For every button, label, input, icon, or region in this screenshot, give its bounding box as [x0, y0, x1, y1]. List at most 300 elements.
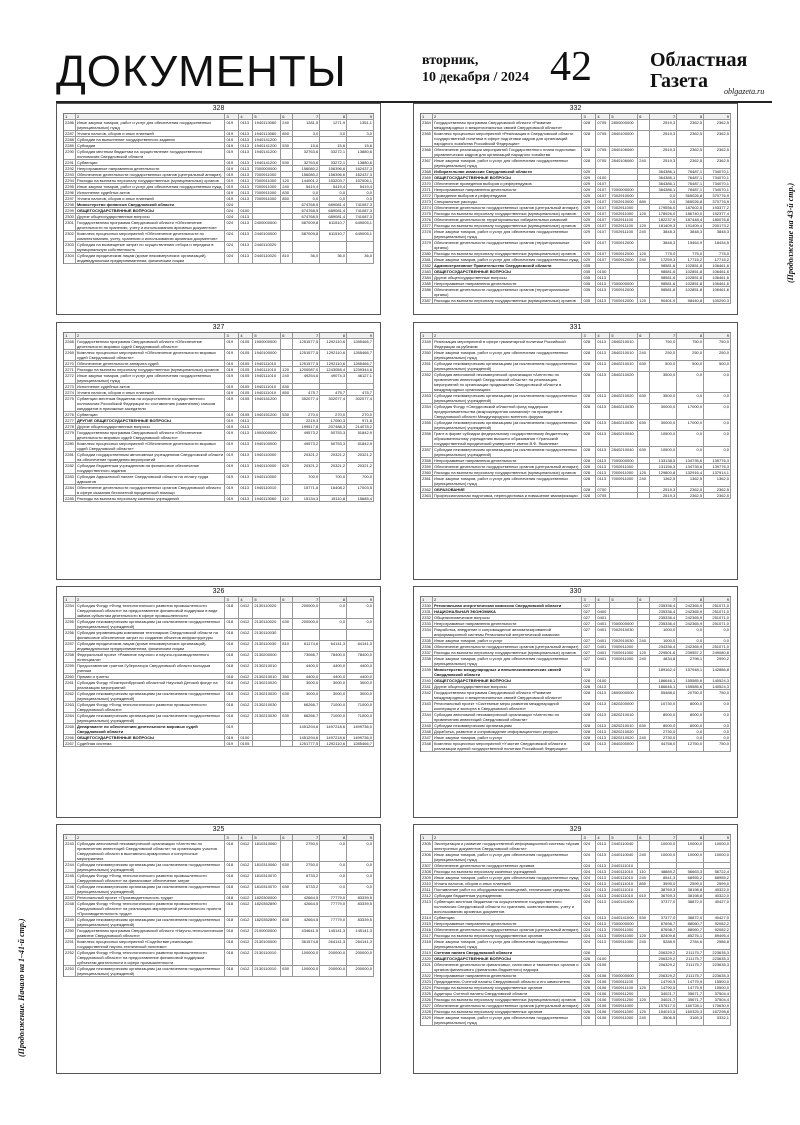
table-cell: 630: [281, 917, 293, 927]
table-cell: 15500,0: [704, 979, 731, 984]
table-cell: 102851,8: [677, 275, 704, 280]
table-cell: 200000,0: [347, 966, 374, 976]
table-cell: 154010,5: [650, 1009, 677, 1014]
table-cell: Другие общегосударственные вопросы: [433, 275, 582, 280]
page-number-label: 331: [569, 324, 582, 331]
table-cell: Грант в форме субсидии федеральному государственному бюджетному образовательному учреждению высшего образования «Уральский государственный юридический университет имени В.Ф. Яковлева»: [433, 431, 582, 446]
table-cell: 2820210010: [610, 723, 638, 728]
table-cell: 2312: [421, 893, 433, 898]
table-cell: 1499736,0: [347, 735, 374, 740]
table-cell: 028: [582, 158, 596, 168]
table-cell: Обеспечение деятельности территориальных избирательных комиссий: [433, 217, 582, 222]
table-cell: Субвенции: [433, 915, 582, 920]
table-cell: 2360: [421, 470, 433, 475]
table-cell: 2334: [421, 627, 433, 637]
table-cell: 0106: [596, 991, 610, 996]
table-cell: 2291: [64, 160, 76, 165]
table-cell: 2: [76, 597, 225, 602]
table-cell: Субсидия на возмещение затрат по осуществлению отбора и передачи в муниципальную собственность: [76, 242, 225, 252]
table-cell: 2324: [421, 985, 433, 990]
table-cell: 240: [281, 373, 293, 383]
table-cell: 106461,6: [704, 275, 731, 280]
table-cell: [596, 667, 610, 677]
table-cell: 32763,6: [293, 149, 320, 159]
table-cell: 028: [582, 684, 596, 689]
table-cell: 8000,0: [677, 723, 704, 728]
table-cell: 1820300000: [253, 895, 281, 900]
table-cell: 028: [582, 464, 596, 469]
table-cell: 0,0: [677, 729, 704, 734]
table-cell: 611510,7: [320, 220, 347, 230]
table-cell: 33272,1: [320, 160, 347, 165]
table-cell: 145141,3: [347, 928, 374, 938]
table-cell: 1251577,5: [293, 339, 320, 349]
table-cell: 4: [596, 114, 610, 119]
table-cell: [610, 175, 638, 180]
table-cell: 192377,4: [704, 211, 731, 216]
table-cell: 0412: [239, 652, 253, 662]
table-cell: 734070,1: [704, 169, 731, 174]
table-cell: [281, 172, 293, 177]
table-cell: 302077,4: [320, 396, 347, 411]
table-cell: 7: [650, 597, 677, 602]
table-cell: 133138,5: [650, 458, 677, 463]
table-cell: 2130210010: [253, 674, 281, 679]
table-row: [421, 841, 731, 852]
table-cell: 0113: [596, 420, 610, 430]
table-cell: 019: [225, 390, 239, 395]
table-cell: 4400,0: [320, 663, 347, 673]
table-cell: 0,0: [677, 431, 704, 446]
table-cell: 2130110020: [253, 619, 281, 629]
table-cell: 0,0: [650, 199, 677, 204]
table-cell: Субсидии бюджетным учреждениям на финансовое обеспечение государственного задания: [76, 463, 225, 473]
table-cell: 0401: [596, 650, 610, 655]
table-cell: 1499736,0: [347, 724, 374, 734]
table-cell: 2362,5: [704, 487, 731, 492]
table-cell: 0106: [596, 1009, 610, 1014]
table-cell: 76487,1: [677, 175, 704, 180]
table-cell: 15771,6: [293, 485, 320, 495]
table-cell: 028: [582, 476, 596, 486]
table-cell: 0,0: [347, 841, 374, 861]
table-cell: [293, 242, 320, 252]
table-cell: 2784,6: [677, 939, 704, 949]
table-cell: Расходы на выплаты персоналу государственных (муниципальных) органов: [433, 251, 582, 256]
table-cell: 1497218,6: [320, 724, 347, 734]
table-cell: 34021,7: [650, 991, 677, 996]
table-cell: 36,0: [320, 253, 347, 263]
table-cell: 249080,8: [704, 650, 731, 655]
table-cell: 2321: [421, 962, 433, 972]
table-cell: 1: [421, 597, 433, 602]
table-row: [64, 873, 374, 884]
table-cell: 2362,5: [704, 493, 731, 498]
table-cell: 024: [582, 915, 596, 920]
table-cell: 018: [225, 702, 239, 712]
table-cell: 027: [582, 621, 596, 626]
table-cell: [281, 901, 293, 916]
table-cell: 0105: [239, 390, 253, 395]
table-cell: 028: [582, 361, 596, 371]
table-cell: 019: [225, 373, 239, 383]
table-cell: [347, 630, 374, 640]
table-cell: 9: [704, 333, 731, 338]
table-cell: 370776,9: [704, 193, 731, 198]
table-cell: 235336,4: [650, 603, 677, 608]
table-cell: 235336,4: [650, 621, 677, 626]
table-cell: 1: [421, 835, 433, 840]
table-row: [64, 452, 374, 463]
table-cell: 0401: [596, 644, 610, 649]
table-cell: 200000,0: [320, 966, 347, 976]
table-cell: 6: [281, 333, 293, 338]
table-cell: 4400,0: [293, 663, 320, 673]
table-cell: 3000,0: [347, 680, 374, 690]
table-cell: 87698,7: [650, 927, 677, 932]
table-cell: 364386,1: [650, 187, 677, 192]
table-cell: 2245: [64, 873, 76, 883]
table-cell: [281, 452, 293, 462]
table-cell: 2340: [421, 678, 433, 683]
table-cell: 630: [281, 619, 293, 629]
table-cell: 0113: [596, 712, 610, 722]
table-cell: Субсидии некоммерческим организациям (за исключением государственных (муниципальных) учреждений): [76, 691, 225, 701]
table-cell: Расходы на выплаты персоналу государственных органов: [433, 985, 582, 990]
table-cell: [281, 149, 293, 159]
table-cell: 170630,9: [704, 1003, 731, 1008]
table-cell: 0107: [596, 251, 610, 256]
table-cell: 5419,4: [320, 184, 347, 189]
table-cell: 83339,5: [347, 895, 374, 900]
table-cell: 73066,7: [293, 652, 320, 662]
table-cell: Уплата налогов, сборов и иных платежей: [76, 131, 225, 136]
table-cell: 2362,5: [677, 493, 704, 498]
table-cell: 1940110000: [253, 463, 281, 473]
table-cell: 187602,5: [677, 205, 704, 210]
table-cell: 0400: [596, 609, 610, 614]
table-cell: 035: [582, 275, 596, 280]
table-cell: 0,0: [320, 196, 347, 201]
table-cell: 17259,3: [650, 257, 677, 262]
table-cell: [320, 630, 347, 640]
table-cell: 0105: [239, 339, 253, 349]
table-cell: 2339: [421, 667, 433, 677]
table-row: [421, 229, 731, 240]
table-cell: [281, 702, 293, 712]
table-cell: 5: [253, 597, 281, 602]
table-cell: [347, 384, 374, 389]
table-cell: 98581,6: [650, 263, 677, 268]
table-cell: 2264: [64, 713, 76, 723]
table-cell: 4400,0: [347, 674, 374, 679]
table-cell: 2277: [64, 418, 76, 423]
table-cell: 0113: [239, 253, 253, 263]
table-cell: 157006,1: [347, 178, 374, 183]
table-cell: 2323: [421, 979, 433, 984]
table-cell: Обеспечение деятельности государственных органов (центральный аппарат): [433, 644, 582, 649]
table-cell: 20321,2: [293, 452, 320, 462]
table-cell: 364386,1: [650, 175, 677, 180]
table-cell: 2519,3: [650, 493, 677, 498]
table-cell: 2375: [421, 211, 433, 216]
table-cell: 024: [225, 253, 239, 263]
table-cell: 15110,8: [320, 496, 347, 501]
table-cell: [253, 735, 281, 740]
table-cell: 027: [582, 627, 596, 637]
table-cell: 035: [582, 263, 596, 268]
table-cell: 0113: [239, 474, 253, 484]
table-cell: 3848,3: [677, 229, 704, 239]
table-cell: 8: [677, 114, 704, 119]
table-cell: 20321,2: [293, 463, 320, 473]
table-cell: 2295: [64, 184, 76, 189]
table-cell: 2: [433, 114, 582, 119]
table-cell: 500,0: [650, 361, 677, 371]
table-cell: [638, 678, 650, 683]
table-cell: Иные закупки товаров, работ и услуг для обеспечения государственных (муниципальных) нужд: [433, 229, 582, 239]
table-cell: 189162,4: [650, 667, 677, 677]
table-cell: 475,7: [347, 390, 374, 395]
table-cell: 2840200000: [610, 741, 638, 751]
table-cell: Уплата налогов, сборов и иных платежей: [76, 196, 225, 201]
table-cell: [638, 275, 650, 280]
table-cell: Региональный проект «Производительность труда»: [76, 895, 225, 900]
table-cell: 264141,3: [320, 939, 347, 949]
table-cell: [281, 214, 293, 219]
table-cell: 20321,2: [320, 452, 347, 462]
table-cell: 018: [225, 966, 239, 976]
table-cell: 2440111010: [610, 869, 638, 874]
table-cell: 157517,0: [650, 1003, 677, 1008]
table-cell: [638, 175, 650, 180]
section-title: ДОКУМЕНТЫ: [56, 47, 347, 96]
table-cell: 2440111010: [610, 863, 638, 868]
table-cell: 019: [225, 496, 239, 501]
table-cell: 120: [638, 211, 650, 216]
table-cell: 0105: [239, 350, 253, 360]
table-cell: 0113: [239, 418, 253, 423]
table-cell: 2337: [421, 650, 433, 655]
table-cell: 160325,3: [677, 1009, 704, 1014]
table-cell: 0412: [239, 939, 253, 949]
table-cell: 7000911000: [253, 184, 281, 189]
table-cell: 36,0: [293, 253, 320, 263]
table-cell: 024: [582, 841, 596, 851]
table-cell: [638, 131, 650, 146]
table-cell: 223635,3: [704, 956, 731, 961]
table-cell: 68955,2: [704, 875, 731, 880]
table-row: [421, 899, 731, 915]
table-cell: Непрограммные направления деятельности: [76, 166, 225, 171]
table-cell: 3500,0: [650, 372, 677, 392]
table-cell: 1900000000: [253, 430, 281, 440]
table-cell: 82409,8: [650, 933, 677, 938]
table-row: [64, 441, 374, 452]
table-cell: Реализация мероприятий в сфере гуманитарной политики Российской Федерации за рубежом: [433, 339, 582, 349]
table-row: [421, 1015, 731, 1026]
table-row: [421, 147, 731, 158]
logo-line2: Газета: [650, 70, 708, 92]
budget-table: [420, 834, 731, 1026]
table-cell: 2322: [421, 973, 433, 978]
table-cell: 2320: [421, 956, 433, 961]
table-cell: [638, 372, 650, 392]
table-cell: 018: [225, 928, 239, 938]
table-cell: 029: [582, 169, 596, 174]
table-cell: 0113: [239, 430, 253, 440]
table-cell: 200000,0: [320, 950, 347, 965]
table-cell: [610, 169, 638, 174]
table-cell: 2328: [421, 1009, 433, 1014]
table-cell: 0,0: [677, 447, 704, 457]
table-cell: 7000912000: [610, 287, 638, 297]
table-row: [421, 372, 731, 393]
table-cell: 1940141200: [253, 137, 281, 142]
table-cell: Поставление работ по оборудованию помещений, технические средства: [433, 887, 582, 892]
table-cell: 1251577,5: [293, 361, 320, 366]
table-cell: [253, 418, 281, 423]
table-cell: 028: [582, 420, 596, 430]
table-cell: Административное Правительство Свердловской области: [433, 263, 582, 268]
table-cell: 028: [582, 493, 596, 498]
table-cell: 3000,0: [320, 691, 347, 701]
table-cell: 9: [704, 835, 731, 840]
table-cell: 139776,3: [704, 458, 731, 463]
table-cell: [638, 841, 650, 851]
table-cell: 018: [225, 950, 239, 965]
table-cell: 0113: [596, 933, 610, 938]
table-cell: 750,0: [704, 339, 731, 349]
table-cell: 7000911000: [610, 476, 638, 486]
page-number-label: 332: [569, 105, 582, 112]
table-cell: 2384: [421, 275, 433, 280]
table-cell: [638, 887, 650, 892]
table-cell: 026: [582, 962, 596, 972]
table-cell: 028: [582, 690, 596, 700]
table-cell: 229501,6: [650, 650, 677, 655]
table-cell: [638, 464, 650, 469]
table-cell: 162437,3: [347, 172, 374, 177]
table-row: [421, 404, 731, 420]
table-row: [421, 627, 731, 638]
issue-date: [422, 52, 529, 86]
table-cell: 0113: [239, 485, 253, 495]
table-cell: Расходы на выплаты персоналу государственных (муниципальных) органов: [433, 650, 582, 655]
table-cell: 2840106060: [610, 147, 638, 157]
table-cell: 2379: [421, 240, 433, 250]
table-cell: 2130200000: [253, 652, 281, 662]
table-cell: 50753,3: [320, 441, 347, 451]
table-cell: 1: [421, 333, 433, 338]
table-cell: 019: [225, 160, 239, 165]
table-cell: 7000912000: [610, 298, 638, 303]
table-cell: 50753,3: [320, 430, 347, 440]
table-cell: 240: [638, 229, 650, 239]
table-cell: 2278: [64, 424, 76, 429]
table-cell: 741087,3: [347, 208, 374, 213]
table-cell: 610: [638, 893, 650, 898]
table-cell: 2251: [64, 939, 76, 949]
table-cell: 2840210020: [610, 393, 638, 403]
table-cell: 0100: [596, 956, 610, 961]
table-cell: 7000911000: [610, 933, 638, 938]
table-cell: 211175,7: [677, 962, 704, 972]
table-cell: 2378: [421, 229, 433, 239]
table-cell: [281, 350, 293, 360]
table-cell: 7: [293, 333, 320, 338]
table-cell: 2359: [421, 464, 433, 469]
table-cell: Эксплуатация и развитие государственной информационной системы «Архив электронных документов Свердловской области»: [433, 841, 582, 851]
table-cell: 7000911000: [610, 927, 638, 932]
table-cell: 880: [638, 199, 650, 204]
table-cell: 186646,1: [650, 684, 677, 689]
table-cell: 17715,2: [677, 257, 704, 262]
table-row: [421, 962, 731, 973]
table-cell: 2440141000: [610, 915, 638, 920]
table-row: [64, 691, 374, 702]
table-cell: 2269: [64, 350, 76, 360]
table-cell: [253, 724, 281, 734]
table-cell: 0100: [596, 269, 610, 274]
budget-table: [63, 834, 374, 977]
table-cell: 2316: [421, 927, 433, 932]
table-cell: 2: [433, 333, 582, 338]
table-cell: 434641,5: [293, 928, 320, 938]
table-cell: 850: [281, 131, 293, 136]
table-cell: 1000,0: [650, 627, 677, 637]
table-cell: 5: [253, 835, 281, 840]
table-cell: Министерство международных и внешнеэкономических связей Свердловской области: [433, 667, 582, 677]
newspaper-page-number: 42: [550, 44, 592, 90]
table-cell: 024: [582, 881, 596, 886]
table-cell: 240: [638, 350, 650, 360]
table-cell: 850: [638, 881, 650, 886]
table-cell: 2341: [421, 684, 433, 689]
table-cell: 0113: [239, 231, 253, 241]
table-cell: 352077,4: [293, 396, 320, 411]
table-cell: 2440111010: [610, 875, 638, 880]
doc-page-330: [413, 586, 738, 818]
table-cell: 2369: [421, 175, 433, 180]
table-cell: [281, 603, 293, 618]
table-cell: 3: [582, 835, 596, 840]
table-cell: Иные закупки товаров, работ и услуг для обеспечения государственных (муниципальных) нужд: [433, 476, 582, 486]
table-cell: 750,0: [650, 339, 677, 349]
table-cell: 206329,2: [650, 973, 677, 978]
table-cell: 100000,0: [293, 950, 320, 965]
table-cell: 0113: [596, 852, 610, 862]
table-cell: 15685,4: [347, 496, 374, 501]
table-cell: 019: [225, 724, 239, 734]
table-cell: [638, 263, 650, 268]
table-cell: 028: [582, 723, 596, 728]
table-cell: 13880,6: [347, 149, 374, 159]
site-url: oblgazeta.ru: [724, 87, 765, 96]
newspaper-header: [56, 40, 772, 98]
table-cell: 120: [638, 298, 650, 303]
table-cell: 5: [610, 114, 638, 119]
table-cell: 1285466,7: [347, 741, 374, 746]
table-cell: 830: [281, 384, 293, 389]
table-cell: 019: [225, 120, 239, 130]
table-cell: 028: [582, 372, 596, 392]
table-cell: 3332,1: [704, 1015, 731, 1025]
table-cell: Обеспечение проведения выборов и референдумов: [433, 181, 582, 186]
table-cell: 2800000000: [610, 120, 638, 130]
table-cell: 78400,0: [347, 652, 374, 662]
table-cell: Комплекс процессных мероприятий «Реализация в Свердловской области государственной политики в сфере подготовки кадров для организаций народного хозяйства Российской Федерации»: [433, 131, 582, 146]
